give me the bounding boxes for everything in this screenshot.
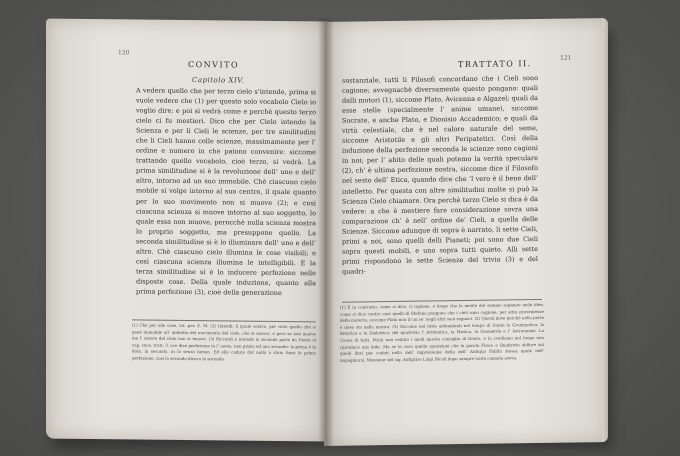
right-footnotes: (1) E in contrario, come si dice, il cagione, e luogo che la mente del sommo sapiente nelle idee, come si dice contro cioè quelli di Stefano pongono che i cieli sono cagione; per altre provenienze della materia, siccome Plato non il cui se’ negli altri suoi seguaci. (2) Questi dove perchè nella parte è dove sta nella natura. (3) Siccome nel tutte abbondanti nel tempo di Dante la Grammatica, la Retorica e la Dialettica; del quadrivio l’ Aritmetica, la Musica, la Geometria e l’ Astronomia. La Causa di tutti. Poich non veduto i modi questo consiglio di Dante, e la crediamo nel luogo non riproduce mis fede. Ma se la cosa quella sposizioni che la parola Fisica e Quadrivio aldhire sui quelli libri per caduti nella dell’ impressione della dell’ Antiqua Fallita stessa quale nell’ impaginarsi, Monsieur del sig. Antipriso Luigi Nicoli dopo sempre tantu comoda aveva. [340,301,544,363]
right-body-text: sostanziale, tutti li Filosofi concordano che i Cieli sono cagione; avvegnachè diversamente questo pongano: quali dalli motori (1), siccome Plato, Avicenna e Algazel; quali da esse stelle (specialmente l’ anime umane), siccome Socrate, e anche Plato, e Dionisio Accademico; e quali da virtù celestiale, che è nel calore naturale del seme, siccome Aristotile e gli altri Peripatetici. Così della induzione della perfezione seconda le scienze sono cagioni in noi; per l’ abito delle quali potemo la verità speculare (2), ch’ è ultima perfezione nostra, siccome dice il Filosofo nel sesto dell’ Etica, quando dice che ’l vero è il bene dell’ intelletto. Per questa con altre similitudini molte si può la Scienza Cielo chiamare. Ora perchè terzo Cielo si dica è da vedere: a che è mestiere fare considerazione sovra una comparazione ch’ è nell’ ordine de’ Cieli, a quella delle Scienze. Siccome adunque di sopra è narrato, li sette Cieli, primi a noi, sono quelli delli Pianeti; poi sono due Cieli sopra questi mobili, e uno sopra tutti quieto. Alli sette primi rispondono le sette Scienze del trivio (3) e del quadri- [342,73,538,276]
right-running-head: TRATTATO II. [458,59,532,70]
left-chapter-heading: Capitolo XIV. [192,76,245,85]
left-footnotes: (1) Che per elle cose, lat. per. E. M. (2) Intendi: il quale centro, per virtù quello che si pone immobile all’ obbietto del movimento del cielo, che si muove, e però se non muove ma l’ essere del cielo non si muove. (3) Riccardi e intende la seconda parte da Dante al cap. cece. tratt. 3. ove dice perfezione in l’ uomo, non prima ed una seconda: la prima è la data, la seconda, in la senza lumen. Ed ella caduto dal nulla a stato fuori la prima perfezione, cosi la seconda diceva la seconda. [132,322,316,362]
left-running-head: CONVITO [188,60,240,70]
right-page [324,18,608,446]
left-page [46,19,328,442]
left-body-text: A vedere quello che per terzo cielo s’intende, prima si vuole vedere che (1) per questo solo vocabolo Cielo io voglio dire: e poi si vedrà come e perchè questo terzo cielo ci fu mestieri. Dico che per Cielo intendo la Scienza e per li Cieli le scienze, per tre similitudini che li Cieli hanno colle scienze, massimamente per l’ ordine e numero in che paiono convenire: siccome trattando quello vocabolo, cioè terzo, si vedrà. La prima similitudine si è la revoluzione dell’ uno e dell’ altro, intorno ad un suo immobile. Chè ciascuno cielo mobile si volge intorno al suo centro, il quale quanto per lo suo movimento non si muove (2); e così ciascuna scienza si muove intorno al suo soggetto, lo quale essa non muove, perocchè nulla scienza mostra lo proprio soggetto, ma presuppone quello. La seconda similitudine si è lo illuminare dell’ uno e dell’ altro. Chè ciascuno cielo illumina le cose visibili; e così ciascuna scienza illumina le intelligibili. E la terza similitudine si è lo inducere perfezione nelle disposte cose. Della quale induzione, quanto alla prima perfezione (3), cioè della generazione [136,86,316,297]
page-edge [602,18,608,442]
book-gutter [318,18,334,446]
right-page-number: 121 [560,54,572,62]
left-page-number: 120 [118,49,130,57]
